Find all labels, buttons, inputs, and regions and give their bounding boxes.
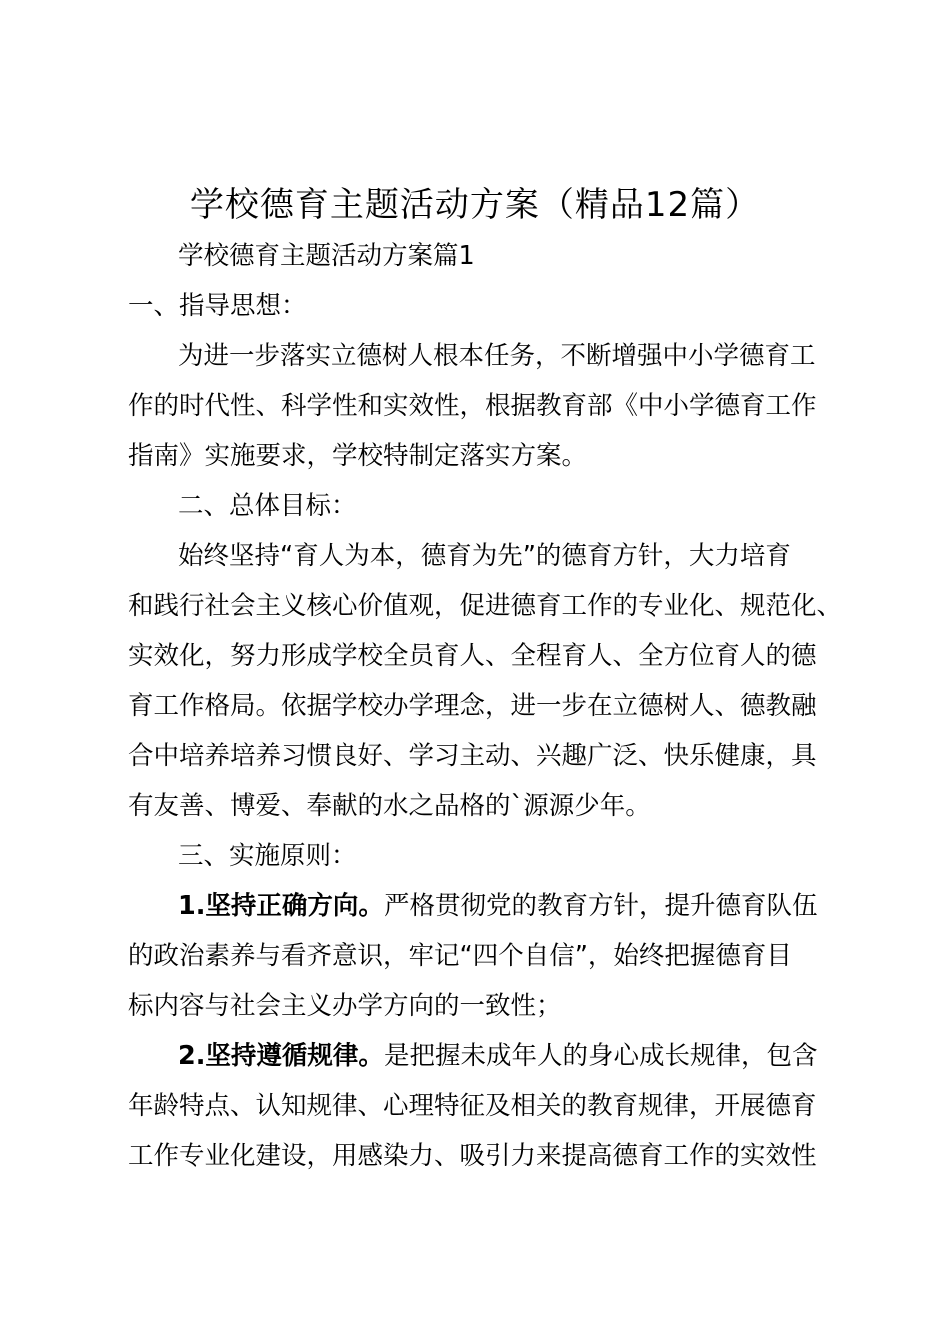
- document-title: 学校德育主题活动方案（精品12篇）: [189, 185, 761, 225]
- section2-line: 和践行社会主义核心价值观，促进德育工作的专业化、规范化、: [128, 591, 843, 621]
- principle-2-line: 年龄特点、认知规律、心理特征及相关的教育规律，开展德育: [128, 1091, 817, 1121]
- principle-1-line: 标内容与社会主义办学方向的一致性；: [128, 991, 562, 1021]
- principle-2-text: 是把握未成年人的身心成长规律，包含: [383, 1041, 818, 1071]
- section1-line: 指南》实施要求，学校特制定落实方案。: [128, 441, 588, 471]
- principle-1-title: 1.坚持正确方向。: [178, 891, 384, 921]
- section2-line: 育工作格局。依据学校办学理念，进一步在立德树人、德教融: [128, 691, 817, 721]
- section1-heading: 一、指导思想：: [128, 291, 307, 321]
- principle-2-first-line: [178, 1036, 898, 1076]
- principle-1-text: 严格贯彻党的教育方针，提升德育队伍: [383, 891, 818, 921]
- principle-2-line: 工作专业化建设，用感染力、吸引力来提高德育工作的实效性: [128, 1141, 817, 1171]
- section2-heading: 二、总体目标：: [178, 491, 357, 521]
- principle-1-line: 的政治素养与看齐意识，牢记“四个自信”，始终把握德育目: [128, 941, 792, 971]
- section3-heading: 三、实施原则：: [178, 841, 357, 871]
- section2-line: 合中培养培养习惯良好、学习主动、兴趣广泛、快乐健康，具: [128, 741, 817, 771]
- section1-line: 为进一步落实立德树人根本任务，不断增强中小学德育工: [178, 341, 816, 371]
- section2-line: 实效化，努力形成学校全员育人、全程育人、全方位育人的德: [128, 641, 817, 671]
- section2-line: 有友善、博爱、奉献的水之品格的`源源少年。: [128, 791, 651, 821]
- section1-line: 作的时代性、科学性和实效性，根据教育部《中小学德育工作: [128, 391, 817, 421]
- principle-2-title: 2.坚持遵循规律。: [178, 1041, 384, 1071]
- section2-line: 始终坚持“育人为本，德育为先”的德育方针，大力培育: [178, 541, 791, 571]
- document-subtitle: 学校德育主题活动方案篇1: [178, 241, 475, 271]
- principle-1-first-line: [178, 886, 898, 926]
